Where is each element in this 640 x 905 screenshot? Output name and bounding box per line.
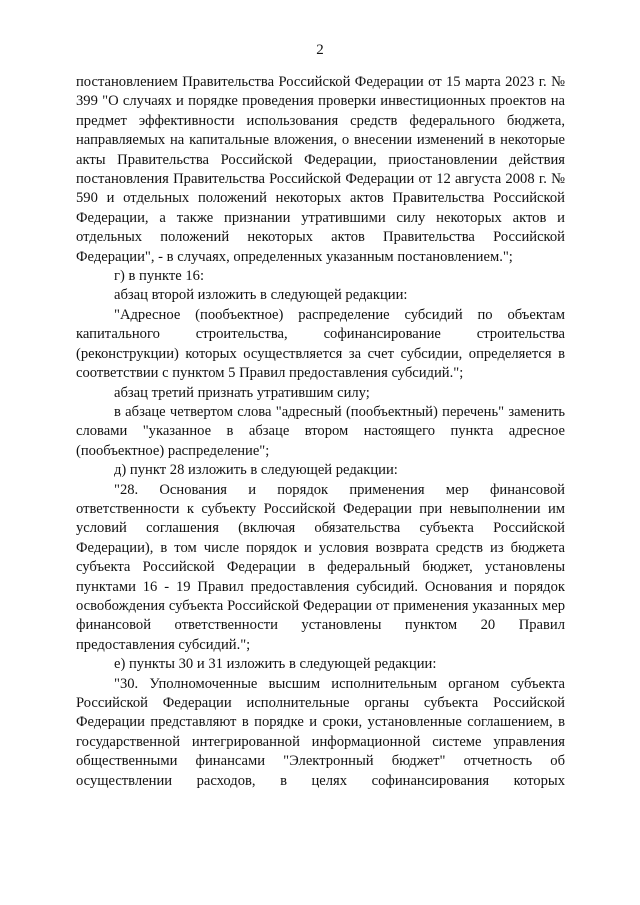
document-body: [76, 73, 565, 791]
paragraph-quoted-point-28: "28. Основания и порядок применения мер финансовой ответственности к субъекту Российской Федерации при невыполнении им условий соглашения (включая обязательства субъекта Российской Федерации), в том числе порядок и условия возврата средств из бюджета субъекта Российской Федерации в федеральный бюджет, установлены пунктами 16 - 19 Правил предоставления субсидий. Основания и порядок освобождения субъекта Российской Федерации от применения указанных мер финансовой ответственности установлены пунктом 20 Правил предоставления субсидий.";: [76, 481, 565, 653]
paragraph-item-e: е) пункты 30 и 31 изложить в следующей редакции:: [114, 656, 437, 673]
paragraph-quoted-point-30: "30. Уполномоченные высшим исполнительным органом субъекта Российской Федерации исполнительные органы субъекта Российской Федерации представляют в порядке и сроки, установленные соглашением, в государственной интегрированной информационной системе управления общественными финансами "Электронный бюджет" отчетность об осуществлении расходов, в целях софинансирования которых: [76, 675, 565, 789]
paragraph-instruction: абзац третий признать утратившим силу;: [114, 384, 370, 401]
page-number: 2: [316, 42, 324, 58]
paragraph-instruction: абзац второй изложить в следующей редакции:: [114, 287, 408, 304]
paragraph-continuation: постановлением Правительства Российской Федерации от 15 марта 2023 г. № 399 "О случаях и порядке проведения проверки инвестиционных проектов на предмет эффективности использования средств федерального бюджета, направляемых на капитальные вложения, о внесении изменений в некоторые акты Правительства Российской Федерации, приостановлении действия постановления Правительства Российской Федерации от 12 августа 2008 г. № 590 и отдельных положений некоторых актов Правительства Российской Федерации, а также признании утратившими силу некоторых актов и отдельных положений некоторых актов Правительства Российской Федерации", - в случаях, определенных указанным постановлением.";: [76, 74, 565, 265]
paragraph-item-d: д) пункт 28 изложить в следующей редакции:: [114, 462, 398, 479]
paragraph-item-g: г) в пункте 16:: [114, 268, 204, 285]
paragraph-instruction: в абзаце четвертом слова "адресный (пообъектный) перечень" заменить словами "указанное в абзаце втором настоящего пункта адресное (пообъектное) распределение";: [76, 403, 565, 459]
paragraph-quoted-text: "Адресное (пообъектное) распределение субсидий по объектам капитального строительства, софинансирование строительства (реконструкции) которых осуществляется за счет субсидии, определяется в соответствии с пунктом 5 Правил предоставления субсидий.";: [76, 306, 565, 382]
